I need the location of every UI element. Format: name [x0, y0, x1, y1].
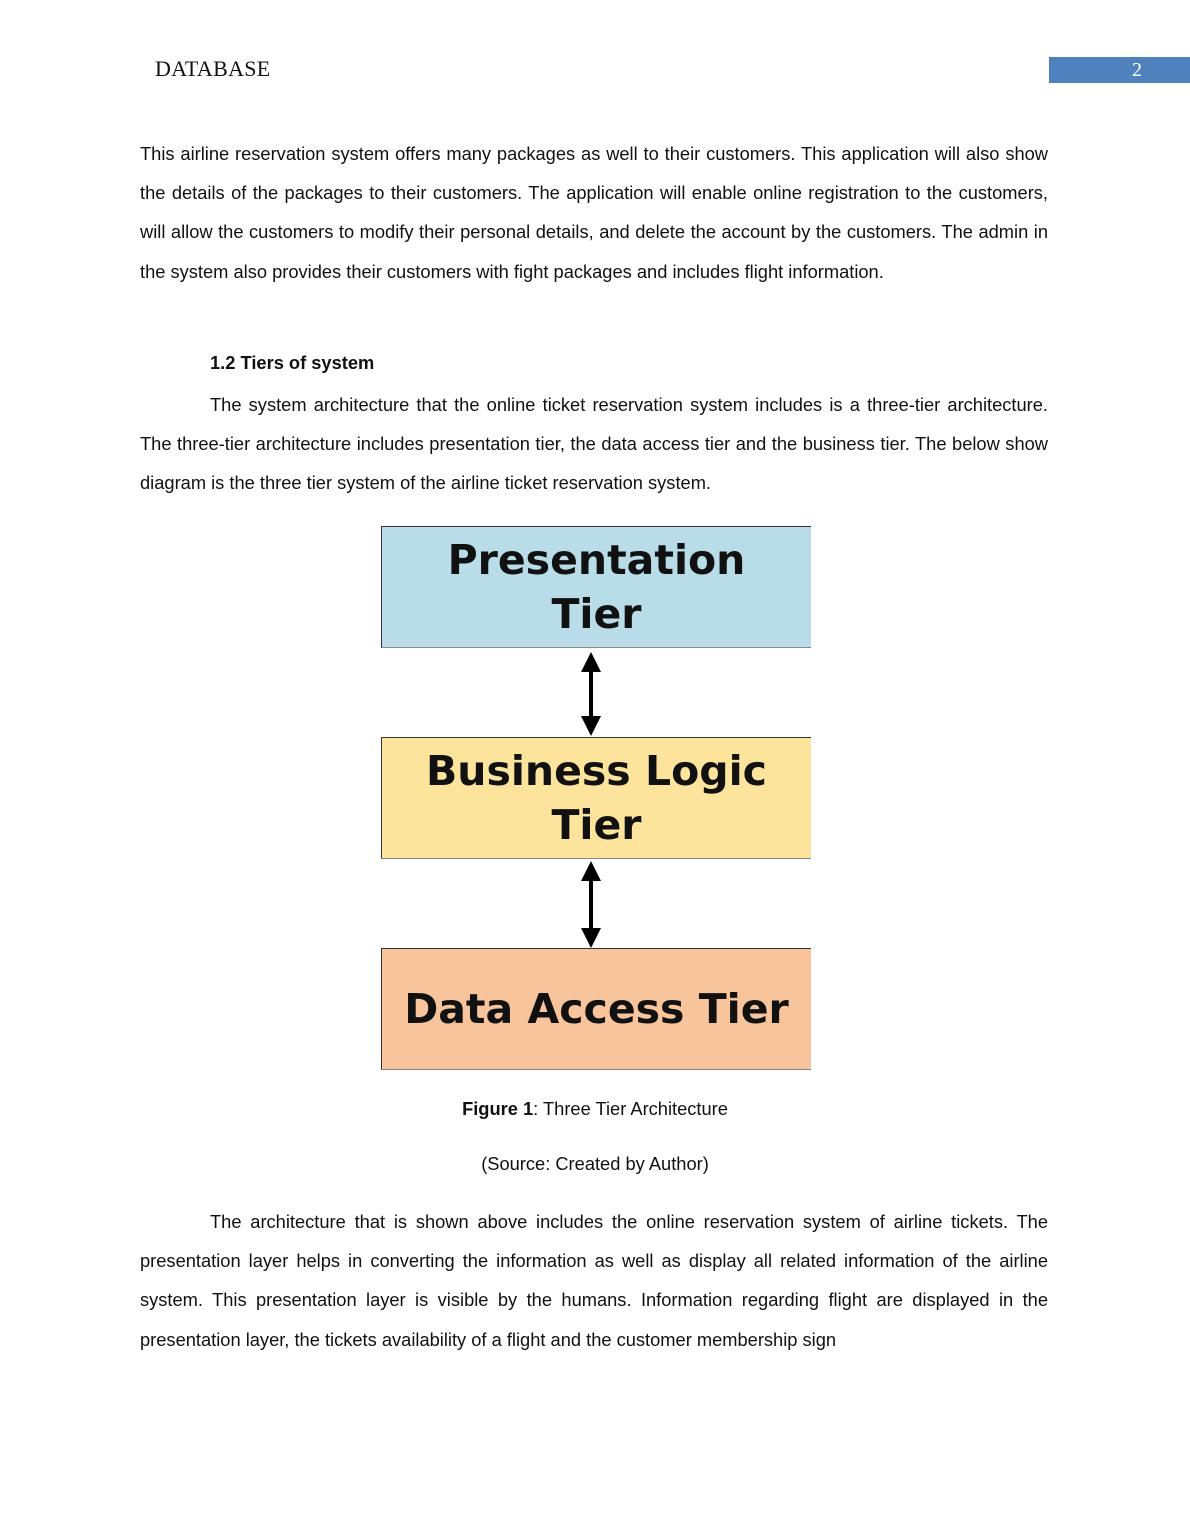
figure-caption — [0, 1098, 1190, 1120]
data-access-tier-box — [381, 948, 811, 1070]
explanation-paragraph: The architecture that is shown above includes the online reservation system of airline tickets. The presentation layer helps in converting the information as well as display all related information of the airline system. This presentation layer is visible by the humans. Information regarding flight are displayed in the presentation layer, the tickets availability of a flight and the customer membership sign — [140, 1211, 1048, 1350]
figure-label: Figure 1 — [462, 1098, 534, 1119]
bidirectional-arrow-icon — [575, 650, 607, 738]
intro-paragraph: This airline reservation system offers many packages as well to their customers. This application will also show the details of the packages to their customers. The application will enable online registration to the customers, will allow the customers to modify their personal details, and delete the account by the customers. The admin in the system also provides their customers with fight packages and includes flight information. — [140, 143, 1048, 282]
bidirectional-arrow-icon — [575, 859, 607, 950]
business-logic-tier-box — [381, 737, 811, 859]
tiers-paragraph: The system architecture that the online ticket reservation system includes is a three-tier architecture. The three-tier architecture includes presentation tier, the data access tier and the business tier. The below show diagram is the three tier system of the airline ticket reservation system. — [140, 394, 1048, 494]
page-number-box — [1049, 57, 1190, 83]
page-number: 2 — [1132, 59, 1142, 81]
figure-source: (Source: Created by Author) — [481, 1153, 709, 1174]
data-access-tier-label: Data Access Tier — [404, 985, 789, 1033]
presentation-tier-box — [381, 526, 811, 648]
business-logic-tier-label: Business Logic Tier — [426, 747, 767, 849]
section-heading: 1.2 Tiers of system — [210, 352, 375, 373]
figure-caption-text: : Three Tier Architecture — [533, 1098, 728, 1119]
presentation-tier-label: Presentation Tier — [447, 536, 746, 638]
running-header-title: DATABASE — [155, 56, 271, 81]
